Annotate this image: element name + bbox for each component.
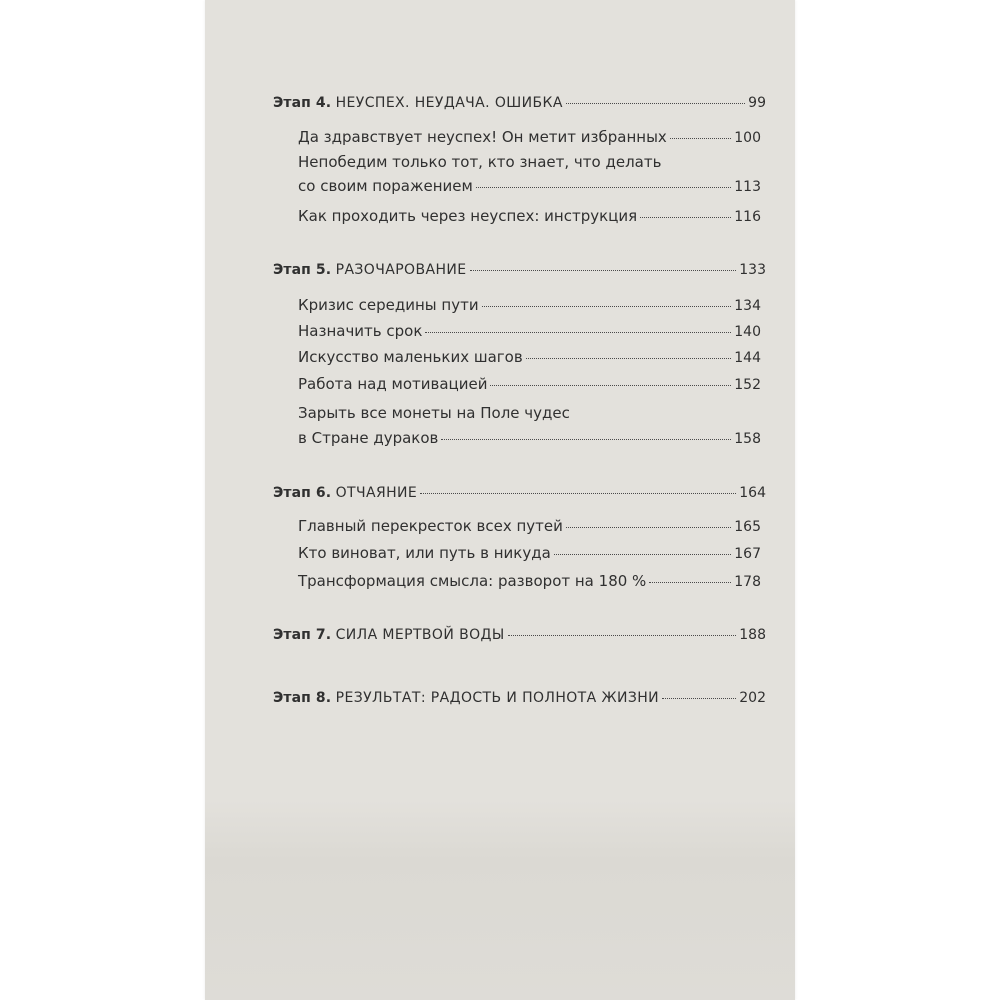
item-title: Главный перекресток всех путей [298, 517, 563, 535]
page-number: 133 [739, 262, 766, 278]
chapter-number: Этап 6. [273, 485, 332, 501]
dot-leader [420, 493, 736, 494]
page-number: 113 [734, 179, 761, 195]
dot-leader [640, 217, 731, 218]
item-title: Назначить срок [298, 322, 423, 340]
page-number: 188 [739, 627, 766, 643]
item-title: со своим поражением [298, 177, 473, 195]
dot-leader [662, 698, 736, 699]
dot-leader [649, 582, 731, 583]
toc-item [298, 375, 761, 393]
toc-item [298, 544, 761, 562]
dot-leader [670, 138, 731, 139]
toc-chapter-7 [273, 627, 766, 643]
page-number: 202 [739, 690, 766, 706]
toc-item [298, 177, 761, 195]
chapter-number: Этап 7. [273, 627, 332, 643]
dot-leader [482, 306, 732, 307]
toc-item [298, 296, 761, 314]
dot-leader [490, 385, 731, 386]
dot-leader [508, 635, 737, 636]
toc-chapter-4 [273, 95, 766, 111]
dot-leader [441, 439, 731, 440]
chapter-number: Этап 4. [273, 95, 332, 111]
page-number: 116 [734, 209, 761, 225]
toc-item [298, 128, 761, 146]
dot-leader [526, 358, 732, 359]
dot-leader [470, 270, 737, 271]
item-title-line1: Зарыть все монеты на Поле чудес [298, 404, 570, 422]
item-title: Кризис середины пути [298, 296, 479, 314]
page-number: 164 [739, 485, 766, 501]
page-number: 167 [734, 546, 761, 562]
item-title: Работа над мотивацией [298, 375, 488, 393]
page-number: 134 [734, 298, 761, 314]
toc-item [298, 348, 761, 366]
item-title: в Стране дураков [298, 429, 439, 447]
chapter-number: Этап 8. [273, 690, 332, 706]
item-title: Да здравствует неуспех! Он метит избранных [298, 128, 667, 146]
page-number: 140 [734, 324, 761, 340]
dot-leader [566, 527, 731, 528]
chapter-title: СИЛА МЕРТВОЙ ВОДЫ [335, 627, 505, 643]
item-title: Трансформация смысла: разворот на 180 % [298, 572, 647, 590]
dot-leader [554, 554, 732, 555]
toc-chapter-5 [273, 262, 766, 278]
dot-leader [425, 332, 731, 333]
item-title: Кто виноват, или путь в никуда [298, 544, 551, 562]
toc-item [298, 207, 761, 225]
page-number: 165 [734, 519, 761, 535]
chapter-number: Этап 5. [273, 262, 332, 278]
dot-leader [476, 187, 731, 188]
toc-item [298, 322, 761, 340]
chapter-title: РАЗОЧАРОВАНИЕ [335, 262, 467, 278]
page-number: 152 [734, 377, 761, 393]
page-number: 144 [734, 350, 761, 366]
page-number: 158 [734, 431, 761, 447]
dot-leader [566, 103, 745, 104]
toc-item [298, 572, 761, 590]
toc-item [298, 429, 761, 447]
toc-item [298, 517, 761, 535]
page-number: 178 [734, 574, 761, 590]
page-number: 99 [748, 95, 766, 111]
item-title: Искусство маленьких шагов [298, 348, 523, 366]
chapter-title: НЕУСПЕХ. НЕУДАЧА. ОШИБКА [335, 95, 563, 111]
table-of-contents [205, 0, 795, 1000]
book-page [205, 0, 795, 1000]
item-title: Как проходить через неуспех: инструкция [298, 207, 638, 225]
page-number: 100 [734, 130, 761, 146]
chapter-title: РЕЗУЛЬТАТ: РАДОСТЬ И ПОЛНОТА ЖИЗНИ [335, 690, 659, 706]
chapter-title: ОТЧАЯНИЕ [335, 485, 418, 501]
item-title-line1: Непобедим только тот, кто знает, что делать [298, 153, 662, 171]
toc-chapter-8 [273, 690, 766, 706]
toc-chapter-6 [273, 485, 766, 501]
